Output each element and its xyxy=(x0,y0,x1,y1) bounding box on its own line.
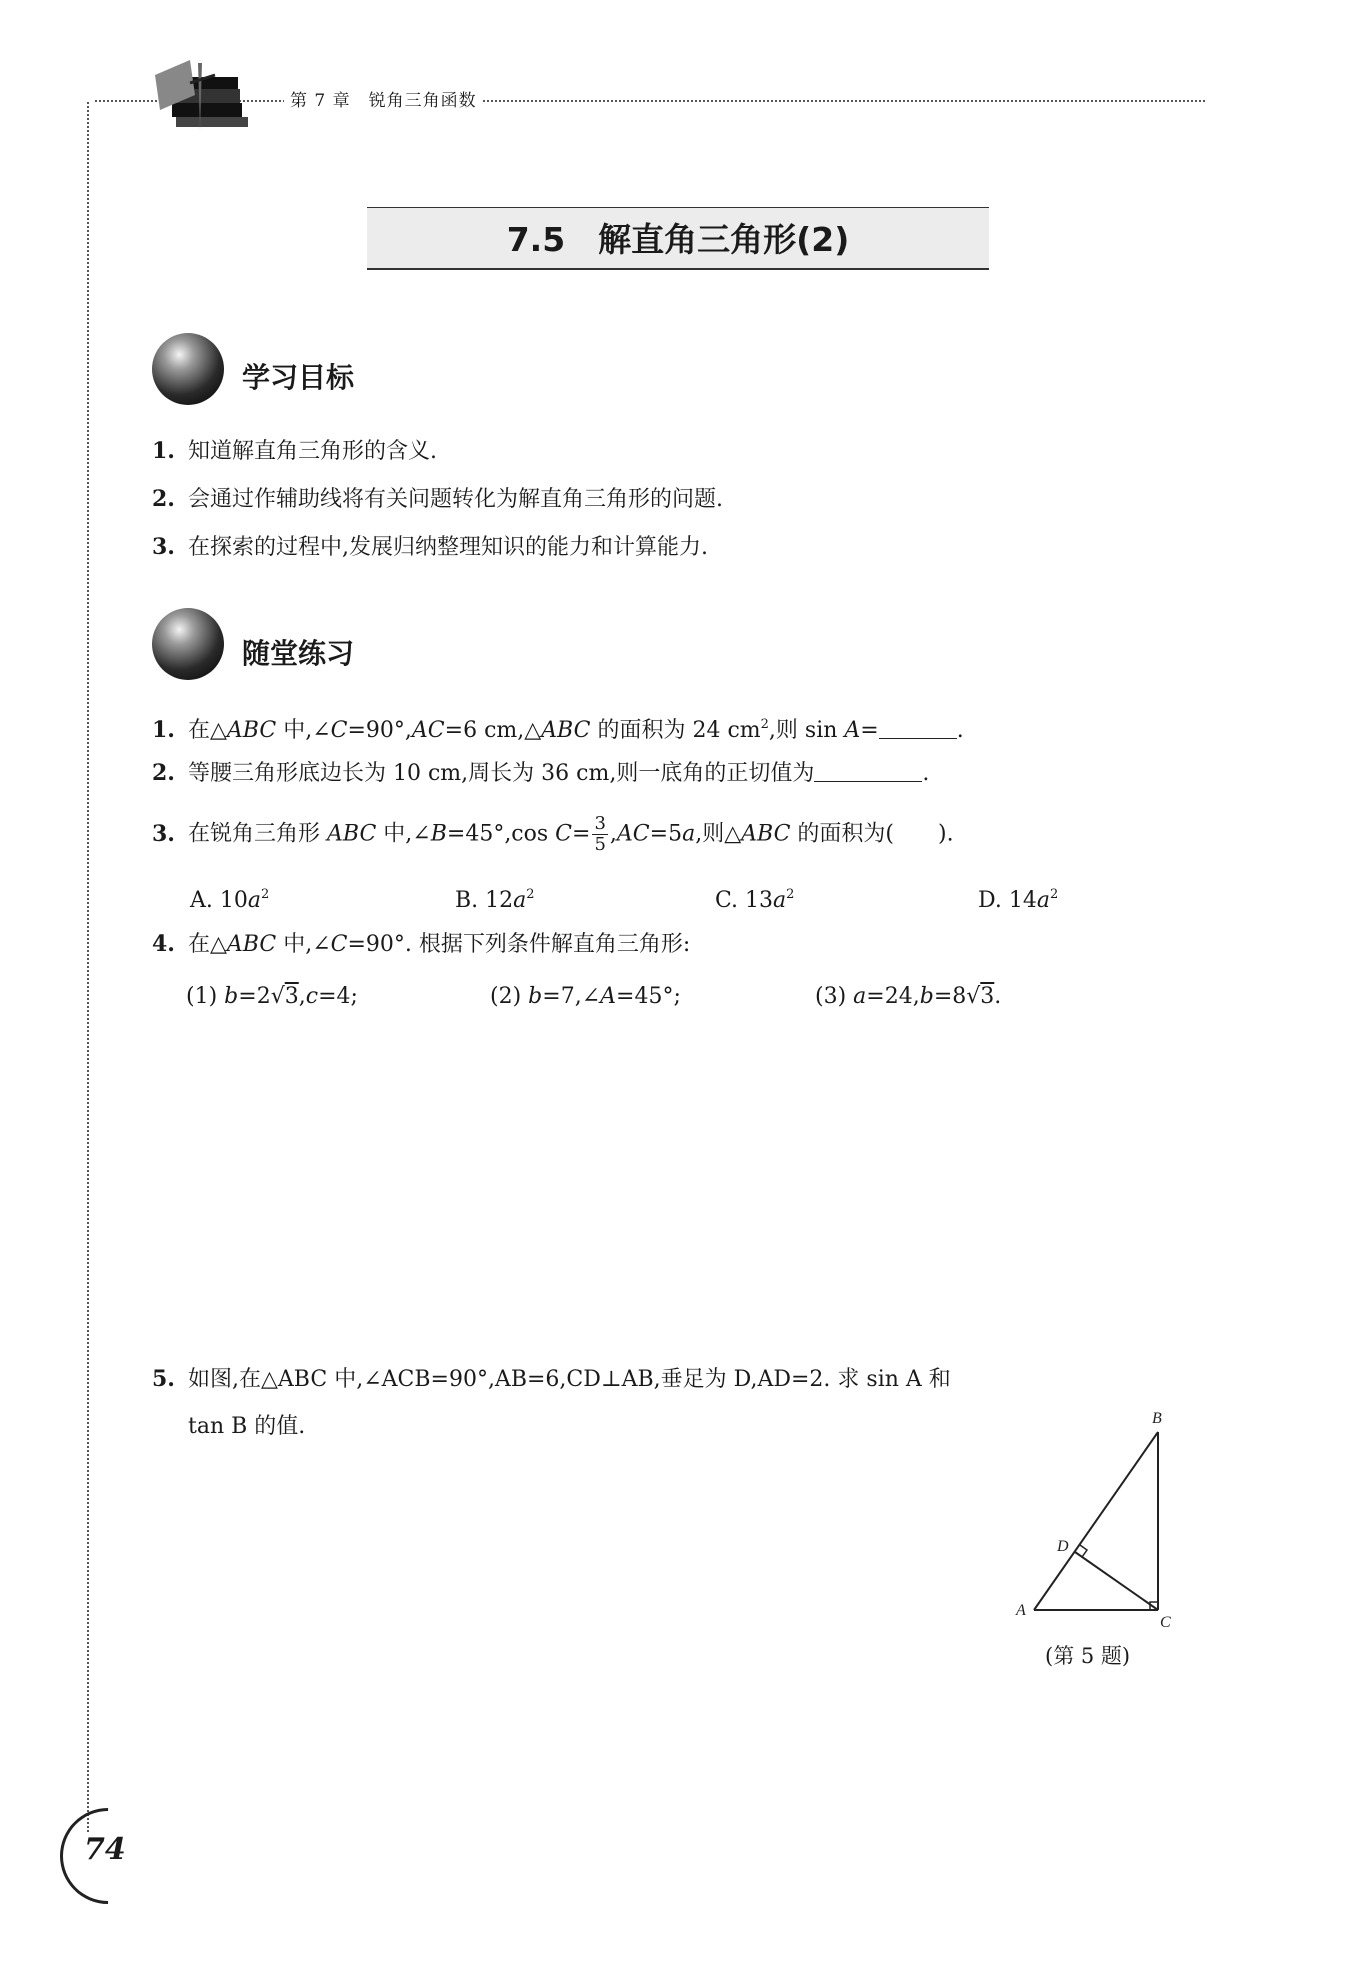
label-b: B xyxy=(1152,1410,1162,1427)
answer-blank[interactable] xyxy=(814,759,922,782)
question-5-cont: tan B 的值. xyxy=(188,1414,306,1439)
question-5: 5. 如图,在△ABC 中,∠ACB=90°,AB=6,CD⊥AB,垂足为 D,AD=2. 求 sin A 和 xyxy=(152,1366,951,1392)
option-a[interactable]: A. $10a^2$ xyxy=(190,887,270,913)
label-a: A xyxy=(1016,1602,1026,1619)
label-d: D xyxy=(1057,1538,1069,1555)
question-4: 4. 在△ABC 中,∠C=90°. 根据下列条件解直角三角形: xyxy=(152,931,691,957)
header-dotted-line xyxy=(95,100,1205,102)
objective-item: 2. 会通过作辅助线将有关问题转化为解直角三角形的问题. xyxy=(152,486,723,512)
option-c[interactable]: C. $13a^2$ xyxy=(715,887,795,913)
label-c: C xyxy=(1160,1614,1171,1631)
fraction: $\frac{3}{5}$ xyxy=(594,813,606,855)
question-1: 1. 在△ABC 中,∠C=90°,AC=6 cm,△ABC 的面积为 24 $cm^2$,则 sin A= . xyxy=(152,717,964,743)
chapter-header: 第 7 章 锐角三角函数 xyxy=(284,86,483,111)
option-b[interactable]: B. $12a^2$ xyxy=(455,887,535,913)
triangle-figure xyxy=(1010,1405,1190,1639)
question-2: 2. 等腰三角形底边长为 10 cm,周长为 36 cm,则一底角的正切值为 . xyxy=(152,760,930,786)
page-title: 7.5 解直角三角形(2) xyxy=(506,220,850,259)
question-3: 3. 在锐角三角形 ABC 中,∠B=45°,cos C= $\frac{3}{5}$ ,AC=5a,则△ABC 的面积为( ). xyxy=(152,813,954,855)
question-4-part-1: (1) b=2√3,c=4; xyxy=(186,984,358,1009)
question-4-part-3: (3) a=24,b=8√3. xyxy=(815,984,1002,1009)
section-title-objectives: 学习目标 xyxy=(242,361,355,394)
section-title-practice: 随堂练习 xyxy=(242,637,355,670)
figure-caption: (第 5 题) xyxy=(1045,1644,1131,1668)
objective-item: 3. 在探索的过程中,发展归纳整理知识的能力和计算能力. xyxy=(152,534,708,560)
book-stack-logo xyxy=(150,55,260,139)
globe-icon xyxy=(152,608,224,680)
objective-item: 1. 知道解直角三角形的含义. xyxy=(152,438,437,464)
question-4-part-2: (2) b=7,∠A=45°; xyxy=(490,984,681,1009)
page-number: 74 xyxy=(84,1832,126,1867)
option-d[interactable]: D. $14a^2$ xyxy=(978,887,1059,913)
answer-blank[interactable] xyxy=(879,716,957,739)
margin-dotted-line xyxy=(87,102,89,1832)
sphere-icon xyxy=(152,333,224,405)
